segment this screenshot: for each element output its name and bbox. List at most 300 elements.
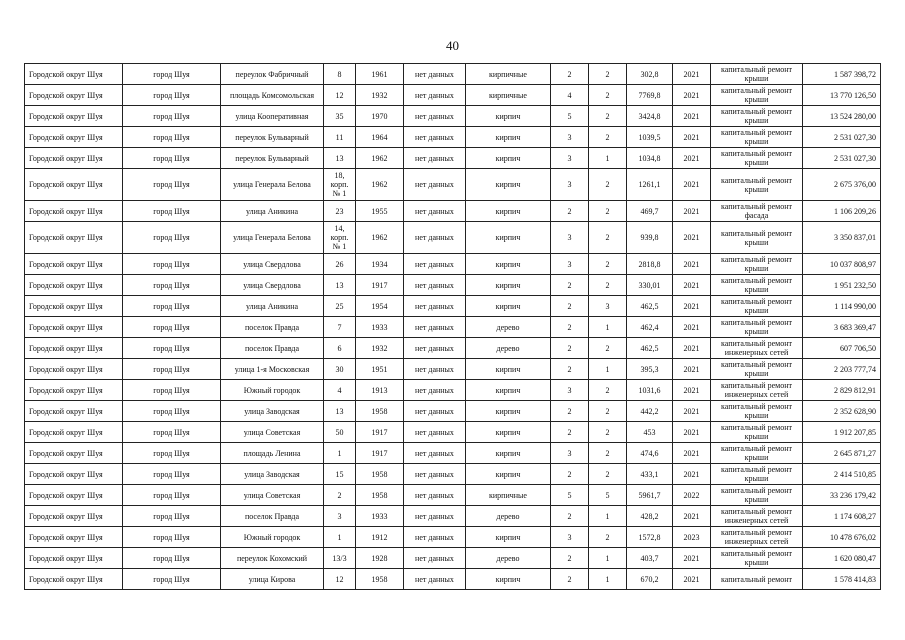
settlement-cell: город Шуя (123, 106, 221, 127)
municipality-cell: Городской округ Шуя (25, 380, 123, 401)
street-cell: переулок Бульварный (221, 148, 324, 169)
municipality-cell: Городской округ Шуя (25, 569, 123, 590)
plan-year-cell: 2021 (673, 148, 711, 169)
renovation-year-cell: нет данных (404, 201, 466, 222)
municipality-cell: Городской округ Шуя (25, 485, 123, 506)
renovation-year-cell: нет данных (404, 85, 466, 106)
street-cell: площадь Ленина (221, 443, 324, 464)
plan-year-cell: 2022 (673, 485, 711, 506)
wall-material-cell: кирпичные (466, 85, 551, 106)
municipality-cell: Городской округ Шуя (25, 201, 123, 222)
renovation-year-cell: нет данных (404, 359, 466, 380)
plan-year-cell: 2023 (673, 527, 711, 548)
area-cell: 7769,8 (627, 85, 673, 106)
municipality-cell: Городской округ Шуя (25, 464, 123, 485)
year-built-cell: 1958 (356, 464, 404, 485)
settlement-cell: город Шуя (123, 401, 221, 422)
settlement-cell: город Шуя (123, 485, 221, 506)
wall-material-cell: кирпич (466, 443, 551, 464)
cost-cell: 13 524 280,00 (803, 106, 881, 127)
wall-material-cell: кирпич (466, 254, 551, 275)
plan-year-cell: 2021 (673, 401, 711, 422)
entrances-cell: 5 (589, 485, 627, 506)
wall-material-cell: кирпичные (466, 485, 551, 506)
area-cell: 474,6 (627, 443, 673, 464)
area-cell: 1261,1 (627, 169, 673, 201)
cost-cell: 2 414 510,85 (803, 464, 881, 485)
renovation-year-cell: нет данных (404, 106, 466, 127)
entrances-cell: 2 (589, 201, 627, 222)
street-cell: Южный городок (221, 527, 324, 548)
renovation-year-cell: нет данных (404, 338, 466, 359)
settlement-cell: город Шуя (123, 464, 221, 485)
year-built-cell: 1917 (356, 443, 404, 464)
settlement-cell: город Шуя (123, 359, 221, 380)
cost-cell: 10 478 676,02 (803, 527, 881, 548)
work-type-cell: капитальный ремонт крыши (711, 222, 803, 254)
area-cell: 462,5 (627, 338, 673, 359)
municipality-cell: Городской округ Шуя (25, 169, 123, 201)
house-number-cell: 14, корп. № 1 (324, 222, 356, 254)
work-type-cell: капитальный ремонт крыши (711, 296, 803, 317)
settlement-cell: город Шуя (123, 506, 221, 527)
municipality-cell: Городской округ Шуя (25, 127, 123, 148)
municipality-cell: Городской округ Шуя (25, 401, 123, 422)
entrances-cell: 1 (589, 317, 627, 338)
municipality-cell: Городской округ Шуя (25, 443, 123, 464)
street-cell: улица Аникина (221, 296, 324, 317)
table-row (25, 359, 881, 380)
area-cell: 462,5 (627, 296, 673, 317)
cost-cell: 2 675 376,00 (803, 169, 881, 201)
work-type-cell: капитальный ремонт инженерных сетей (711, 506, 803, 527)
settlement-cell: город Шуя (123, 148, 221, 169)
settlement-cell: город Шуя (123, 548, 221, 569)
table-row (25, 443, 881, 464)
street-cell: переулок Фабричный (221, 64, 324, 85)
table-row (25, 506, 881, 527)
page-number: 40 (446, 38, 459, 53)
year-built-cell: 1933 (356, 317, 404, 338)
settlement-cell: город Шуя (123, 64, 221, 85)
wall-material-cell: дерево (466, 548, 551, 569)
house-number-cell: 23 (324, 201, 356, 222)
entrances-cell: 1 (589, 506, 627, 527)
municipality-cell: Городской округ Шуя (25, 359, 123, 380)
area-cell: 469,7 (627, 201, 673, 222)
street-cell: улица Заводская (221, 401, 324, 422)
plan-year-cell: 2021 (673, 317, 711, 338)
wall-material-cell: дерево (466, 317, 551, 338)
street-cell: улица Заводская (221, 464, 324, 485)
housing-repair-table (24, 63, 881, 590)
area-cell: 1572,8 (627, 527, 673, 548)
floors-cell: 3 (551, 380, 589, 401)
floors-cell: 3 (551, 148, 589, 169)
year-built-cell: 1958 (356, 569, 404, 590)
entrances-cell: 1 (589, 148, 627, 169)
renovation-year-cell: нет данных (404, 443, 466, 464)
floors-cell: 2 (551, 464, 589, 485)
wall-material-cell: кирпич (466, 527, 551, 548)
entrances-cell: 2 (589, 380, 627, 401)
floors-cell: 3 (551, 254, 589, 275)
entrances-cell: 2 (589, 64, 627, 85)
wall-material-cell: кирпичные (466, 64, 551, 85)
house-number-cell: 13 (324, 401, 356, 422)
wall-material-cell: кирпич (466, 359, 551, 380)
renovation-year-cell: нет данных (404, 380, 466, 401)
house-number-cell: 26 (324, 254, 356, 275)
cost-cell: 2 829 812,91 (803, 380, 881, 401)
renovation-year-cell: нет данных (404, 296, 466, 317)
year-built-cell: 1912 (356, 527, 404, 548)
renovation-year-cell: нет данных (404, 169, 466, 201)
entrances-cell: 2 (589, 254, 627, 275)
renovation-year-cell: нет данных (404, 485, 466, 506)
area-cell: 1034,8 (627, 148, 673, 169)
cost-cell: 1 912 207,85 (803, 422, 881, 443)
entrances-cell: 2 (589, 464, 627, 485)
floors-cell: 5 (551, 485, 589, 506)
floors-cell: 2 (551, 317, 589, 338)
area-cell: 462,4 (627, 317, 673, 338)
wall-material-cell: кирпич (466, 296, 551, 317)
renovation-year-cell: нет данных (404, 254, 466, 275)
house-number-cell: 13 (324, 148, 356, 169)
house-number-cell: 11 (324, 127, 356, 148)
house-number-cell: 3 (324, 506, 356, 527)
area-cell: 330,01 (627, 275, 673, 296)
plan-year-cell: 2021 (673, 254, 711, 275)
municipality-cell: Городской округ Шуя (25, 506, 123, 527)
wall-material-cell: кирпич (466, 106, 551, 127)
entrances-cell: 2 (589, 401, 627, 422)
floors-cell: 2 (551, 201, 589, 222)
plan-year-cell: 2021 (673, 359, 711, 380)
table-row (25, 317, 881, 338)
work-type-cell: капитальный ремонт фасада (711, 201, 803, 222)
renovation-year-cell: нет данных (404, 64, 466, 85)
table-row (25, 338, 881, 359)
street-cell: переулок Бульварный (221, 127, 324, 148)
street-cell: улица Аникина (221, 201, 324, 222)
floors-cell: 3 (551, 127, 589, 148)
table-row (25, 422, 881, 443)
municipality-cell: Городской округ Шуя (25, 254, 123, 275)
house-number-cell: 35 (324, 106, 356, 127)
cost-cell: 1 106 209,26 (803, 201, 881, 222)
entrances-cell: 2 (589, 106, 627, 127)
settlement-cell: город Шуя (123, 317, 221, 338)
table-row (25, 569, 881, 590)
work-type-cell: капитальный ремонт инженерных сетей (711, 527, 803, 548)
work-type-cell: капитальный ремонт крыши (711, 85, 803, 106)
table-row (25, 548, 881, 569)
settlement-cell: город Шуя (123, 380, 221, 401)
year-built-cell: 1961 (356, 64, 404, 85)
area-cell: 5961,7 (627, 485, 673, 506)
work-type-cell: капитальный ремонт крыши (711, 106, 803, 127)
house-number-cell: 1 (324, 527, 356, 548)
municipality-cell: Городской округ Шуя (25, 222, 123, 254)
renovation-year-cell: нет данных (404, 148, 466, 169)
settlement-cell: город Шуя (123, 169, 221, 201)
cost-cell: 2 203 777,74 (803, 359, 881, 380)
cost-cell: 607 706,50 (803, 338, 881, 359)
floors-cell: 2 (551, 64, 589, 85)
work-type-cell: капитальный ремонт крыши (711, 127, 803, 148)
street-cell: улица Свердлова (221, 275, 324, 296)
year-built-cell: 1934 (356, 254, 404, 275)
renovation-year-cell: нет данных (404, 317, 466, 338)
renovation-year-cell: нет данных (404, 222, 466, 254)
house-number-cell: 50 (324, 422, 356, 443)
plan-year-cell: 2021 (673, 201, 711, 222)
table-row (25, 485, 881, 506)
house-number-cell: 13 (324, 275, 356, 296)
entrances-cell: 2 (589, 85, 627, 106)
wall-material-cell: кирпич (466, 380, 551, 401)
year-built-cell: 1962 (356, 169, 404, 201)
entrances-cell: 2 (589, 222, 627, 254)
wall-material-cell: кирпич (466, 422, 551, 443)
floors-cell: 2 (551, 548, 589, 569)
area-cell: 428,2 (627, 506, 673, 527)
renovation-year-cell: нет данных (404, 422, 466, 443)
floors-cell: 2 (551, 296, 589, 317)
settlement-cell: город Шуя (123, 422, 221, 443)
street-cell: улица Кирова (221, 569, 324, 590)
cost-cell: 1 620 080,47 (803, 548, 881, 569)
table-row (25, 527, 881, 548)
plan-year-cell: 2021 (673, 222, 711, 254)
floors-cell: 3 (551, 527, 589, 548)
street-cell: улица Советская (221, 485, 324, 506)
house-number-cell: 2 (324, 485, 356, 506)
plan-year-cell: 2021 (673, 443, 711, 464)
table-row (25, 106, 881, 127)
house-number-cell: 1 (324, 443, 356, 464)
renovation-year-cell: нет данных (404, 506, 466, 527)
cost-cell: 3 350 837,01 (803, 222, 881, 254)
table-row (25, 275, 881, 296)
year-built-cell: 1958 (356, 485, 404, 506)
plan-year-cell: 2021 (673, 464, 711, 485)
table-row (25, 127, 881, 148)
house-number-cell: 12 (324, 85, 356, 106)
floors-cell: 4 (551, 85, 589, 106)
area-cell: 403,7 (627, 548, 673, 569)
renovation-year-cell: нет данных (404, 401, 466, 422)
area-cell: 302,8 (627, 64, 673, 85)
floors-cell: 3 (551, 222, 589, 254)
settlement-cell: город Шуя (123, 569, 221, 590)
settlement-cell: город Шуя (123, 527, 221, 548)
street-cell: улица Генерала Белова (221, 222, 324, 254)
plan-year-cell: 2021 (673, 127, 711, 148)
plan-year-cell: 2021 (673, 275, 711, 296)
street-cell: Южный городок (221, 380, 324, 401)
year-built-cell: 1917 (356, 275, 404, 296)
floors-cell: 3 (551, 443, 589, 464)
street-cell: площадь Комсомольская (221, 85, 324, 106)
floors-cell: 2 (551, 422, 589, 443)
year-built-cell: 1932 (356, 338, 404, 359)
wall-material-cell: дерево (466, 338, 551, 359)
plan-year-cell: 2021 (673, 106, 711, 127)
settlement-cell: город Шуя (123, 296, 221, 317)
table-row (25, 254, 881, 275)
municipality-cell: Городской округ Шуя (25, 338, 123, 359)
renovation-year-cell: нет данных (404, 275, 466, 296)
year-built-cell: 1928 (356, 548, 404, 569)
settlement-cell: город Шуя (123, 222, 221, 254)
municipality-cell: Городской округ Шуя (25, 64, 123, 85)
plan-year-cell: 2021 (673, 85, 711, 106)
entrances-cell: 2 (589, 338, 627, 359)
street-cell: улица Свердлова (221, 254, 324, 275)
plan-year-cell: 2021 (673, 569, 711, 590)
year-built-cell: 1933 (356, 506, 404, 527)
street-cell: улица Советская (221, 422, 324, 443)
entrances-cell: 3 (589, 296, 627, 317)
work-type-cell: капитальный ремонт крыши (711, 359, 803, 380)
house-number-cell: 15 (324, 464, 356, 485)
house-number-cell: 12 (324, 569, 356, 590)
street-cell: переулок Кохомский (221, 548, 324, 569)
floors-cell: 2 (551, 338, 589, 359)
renovation-year-cell: нет данных (404, 569, 466, 590)
area-cell: 453 (627, 422, 673, 443)
plan-year-cell: 2021 (673, 338, 711, 359)
wall-material-cell: дерево (466, 506, 551, 527)
table-row (25, 201, 881, 222)
settlement-cell: город Шуя (123, 443, 221, 464)
entrances-cell: 1 (589, 569, 627, 590)
municipality-cell: Городской округ Шуя (25, 148, 123, 169)
work-type-cell: капитальный ремонт крыши (711, 64, 803, 85)
year-built-cell: 1932 (356, 85, 404, 106)
street-cell: улица Генерала Белова (221, 169, 324, 201)
work-type-cell: капитальный ремонт крыши (711, 464, 803, 485)
cost-cell: 1 174 608,27 (803, 506, 881, 527)
street-cell: улица 1-я Московская (221, 359, 324, 380)
wall-material-cell: кирпич (466, 127, 551, 148)
year-built-cell: 1913 (356, 380, 404, 401)
area-cell: 433,1 (627, 464, 673, 485)
cost-cell: 3 683 369,47 (803, 317, 881, 338)
entrances-cell: 1 (589, 548, 627, 569)
renovation-year-cell: нет данных (404, 548, 466, 569)
table-row (25, 222, 881, 254)
area-cell: 395,3 (627, 359, 673, 380)
table-row (25, 169, 881, 201)
table-row (25, 85, 881, 106)
wall-material-cell: кирпич (466, 169, 551, 201)
house-number-cell: 18, корп. № 1 (324, 169, 356, 201)
wall-material-cell: кирпич (466, 464, 551, 485)
plan-year-cell: 2021 (673, 64, 711, 85)
municipality-cell: Городской округ Шуя (25, 296, 123, 317)
house-number-cell: 4 (324, 380, 356, 401)
table-row (25, 401, 881, 422)
street-cell: поселок Правда (221, 506, 324, 527)
renovation-year-cell: нет данных (404, 527, 466, 548)
floors-cell: 5 (551, 106, 589, 127)
wall-material-cell: кирпич (466, 201, 551, 222)
house-number-cell: 8 (324, 64, 356, 85)
settlement-cell: город Шуя (123, 127, 221, 148)
work-type-cell: капитальный ремонт крыши (711, 548, 803, 569)
settlement-cell: город Шуя (123, 338, 221, 359)
year-built-cell: 1958 (356, 401, 404, 422)
wall-material-cell: кирпич (466, 148, 551, 169)
work-type-cell: капитальный ремонт крыши (711, 275, 803, 296)
municipality-cell: Городской округ Шуя (25, 317, 123, 338)
table-body (25, 64, 881, 590)
floors-cell: 3 (551, 169, 589, 201)
plan-year-cell: 2021 (673, 548, 711, 569)
work-type-cell: капитальный ремонт крыши (711, 443, 803, 464)
year-built-cell: 1954 (356, 296, 404, 317)
street-cell: улица Кооперативная (221, 106, 324, 127)
municipality-cell: Городской округ Шуя (25, 548, 123, 569)
cost-cell: 2 352 628,90 (803, 401, 881, 422)
work-type-cell: капитальный ремонт крыши (711, 148, 803, 169)
year-built-cell: 1970 (356, 106, 404, 127)
renovation-year-cell: нет данных (404, 127, 466, 148)
municipality-cell: Городской округ Шуя (25, 85, 123, 106)
entrances-cell: 2 (589, 127, 627, 148)
house-number-cell: 30 (324, 359, 356, 380)
cost-cell: 1 578 414,83 (803, 569, 881, 590)
floors-cell: 2 (551, 569, 589, 590)
floors-cell: 2 (551, 506, 589, 527)
cost-cell: 1 587 398,72 (803, 64, 881, 85)
table-row (25, 380, 881, 401)
cost-cell: 33 236 179,42 (803, 485, 881, 506)
area-cell: 1039,5 (627, 127, 673, 148)
area-cell: 670,2 (627, 569, 673, 590)
cost-cell: 13 770 126,50 (803, 85, 881, 106)
wall-material-cell: кирпич (466, 222, 551, 254)
municipality-cell: Городской округ Шуя (25, 527, 123, 548)
entrances-cell: 1 (589, 359, 627, 380)
year-built-cell: 1955 (356, 201, 404, 222)
plan-year-cell: 2021 (673, 296, 711, 317)
house-number-cell: 6 (324, 338, 356, 359)
settlement-cell: город Шуя (123, 254, 221, 275)
floors-cell: 2 (551, 275, 589, 296)
entrances-cell: 2 (589, 169, 627, 201)
plan-year-cell: 2021 (673, 422, 711, 443)
table-row (25, 64, 881, 85)
settlement-cell: город Шуя (123, 201, 221, 222)
plan-year-cell: 2021 (673, 169, 711, 201)
floors-cell: 2 (551, 401, 589, 422)
entrances-cell: 2 (589, 443, 627, 464)
work-type-cell: капитальный ремонт крыши (711, 254, 803, 275)
house-number-cell: 25 (324, 296, 356, 317)
house-number-cell: 7 (324, 317, 356, 338)
wall-material-cell: кирпич (466, 569, 551, 590)
municipality-cell: Городской округ Шуя (25, 275, 123, 296)
area-cell: 939,8 (627, 222, 673, 254)
work-type-cell: капитальный ремонт крыши (711, 169, 803, 201)
work-type-cell: капитальный ремонт крыши (711, 317, 803, 338)
year-built-cell: 1962 (356, 148, 404, 169)
